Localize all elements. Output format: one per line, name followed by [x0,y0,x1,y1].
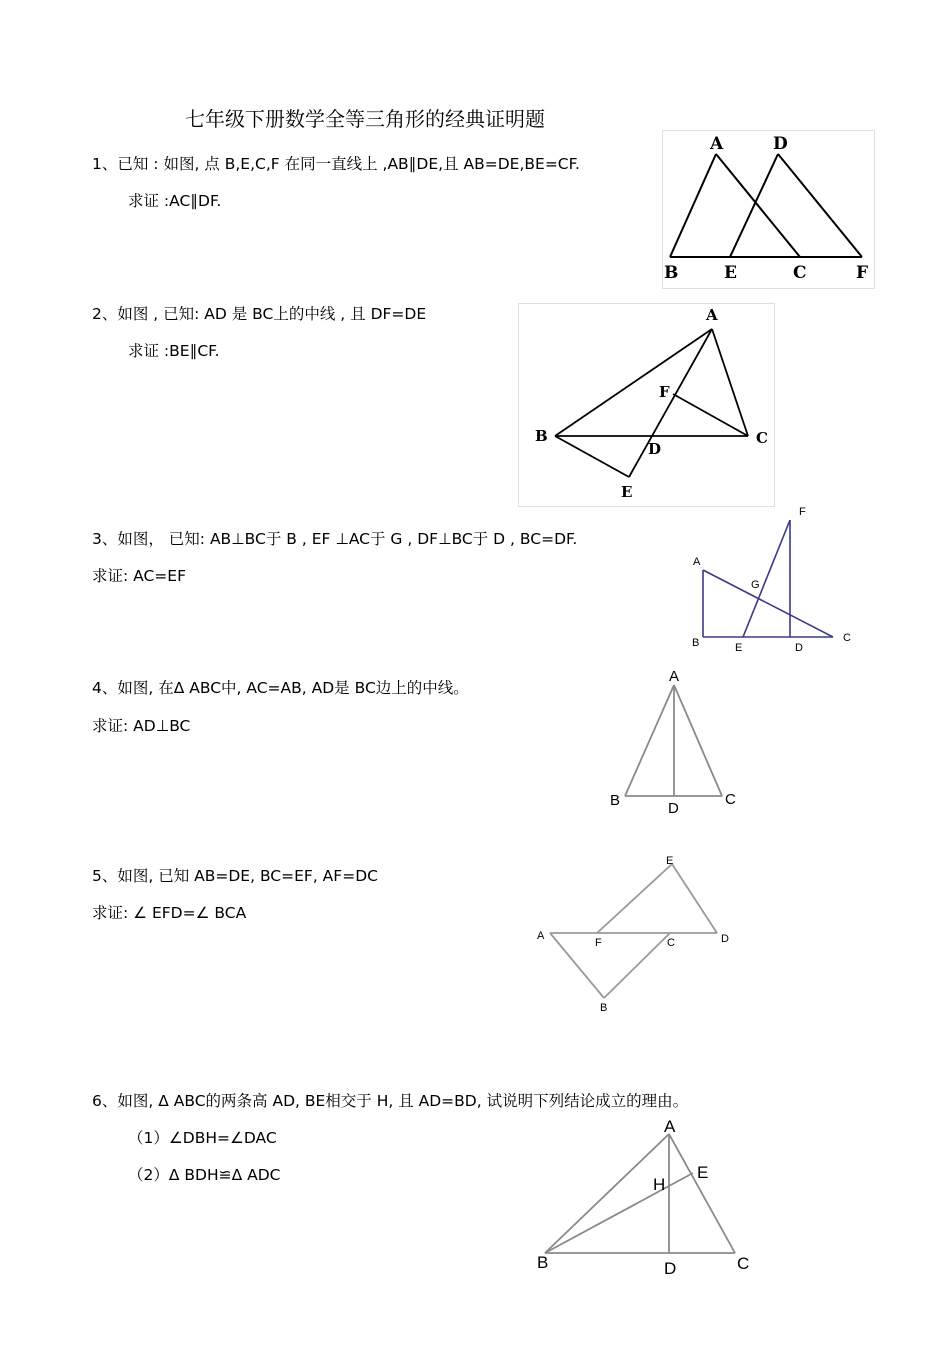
figure-1 [662,130,876,290]
problem-2-prove: 求证 :BE∥CF. [128,342,220,360]
label-e: E [621,483,633,501]
label-b: B [664,263,679,283]
problem-6-part-2: （2）Δ BDH≌Δ ADC [128,1166,281,1184]
label-d: D [664,1259,677,1278]
problem-5-prove: 求证: ∠ EFD=∠ BCA [92,904,247,922]
label-d: D [773,134,788,154]
problem-1-prove: 求证 :AC∥DF. [128,192,222,210]
label-b: B [537,1253,549,1272]
figure-4 [600,665,750,820]
label-g: G [751,579,760,591]
label-b: B [600,1002,608,1014]
label-c: C [725,791,736,808]
figure-3 [685,500,860,660]
label-a: A [706,306,718,324]
figure-2 [518,303,776,508]
label-a: A [537,930,545,942]
label-a: A [669,668,680,685]
label-b: B [692,637,700,649]
page-title: 七年级下册数学全等三角形的经典证明题 [185,107,545,131]
problem-6-part-1: （1）∠DBH=∠DAC [128,1129,277,1147]
label-h: H [653,1175,666,1194]
label-e: E [666,855,674,867]
problem-4-prove: 求证: AD⊥BC [92,717,191,735]
label-e: E [697,1163,709,1182]
label-d: D [795,642,803,654]
label-c: C [737,1254,750,1273]
label-c: C [756,429,768,447]
label-c: C [843,632,851,644]
problem-1-statement: 1、已知 : 如图, 点 B,E,C,F 在同一直线上 ,AB∥DE,且 AB=DE,BE=CF. [92,155,580,173]
problem-4-statement: 4、如图, 在Δ ABC中, AC=AB, AD是 BC边上的中线。 [92,679,469,697]
label-a: A [693,556,701,568]
label-d: D [668,800,679,817]
label-d: D [721,933,729,945]
problem-3-prove: 求证: AC=EF [92,567,186,585]
problem-6-statement: 6、如图, Δ ABC的两条高 AD, BE相交于 H, 且 AD=BD, 试说明下列结论成立的理由。 [92,1092,689,1110]
label-b: B [610,792,621,809]
problem-3-statement: 3、如图， 已知: AB⊥BC于 B , EF ⊥AC于 G , DF⊥BC于 D , BC=DF. [92,530,578,548]
label-f: F [595,937,602,949]
label-d: D [648,440,662,458]
label-a: A [710,134,724,154]
label-e: E [735,642,743,654]
label-c: C [667,937,675,949]
problem-2-statement: 2、如图 , 已知: AD 是 BC上的中线 , 且 DF=DE [92,305,427,323]
label-c: C [793,263,807,283]
label-e: E [724,263,737,283]
label-b: B [535,427,548,445]
label-f: F [856,263,869,283]
figure-6 [525,1110,765,1285]
problem-5-statement: 5、如图, 已知 AB=DE, BC=EF, AF=DC [92,867,378,885]
label-f: F [659,383,670,401]
figure-5 [530,850,740,1020]
label-f: F [799,506,806,518]
label-a: A [664,1117,676,1136]
